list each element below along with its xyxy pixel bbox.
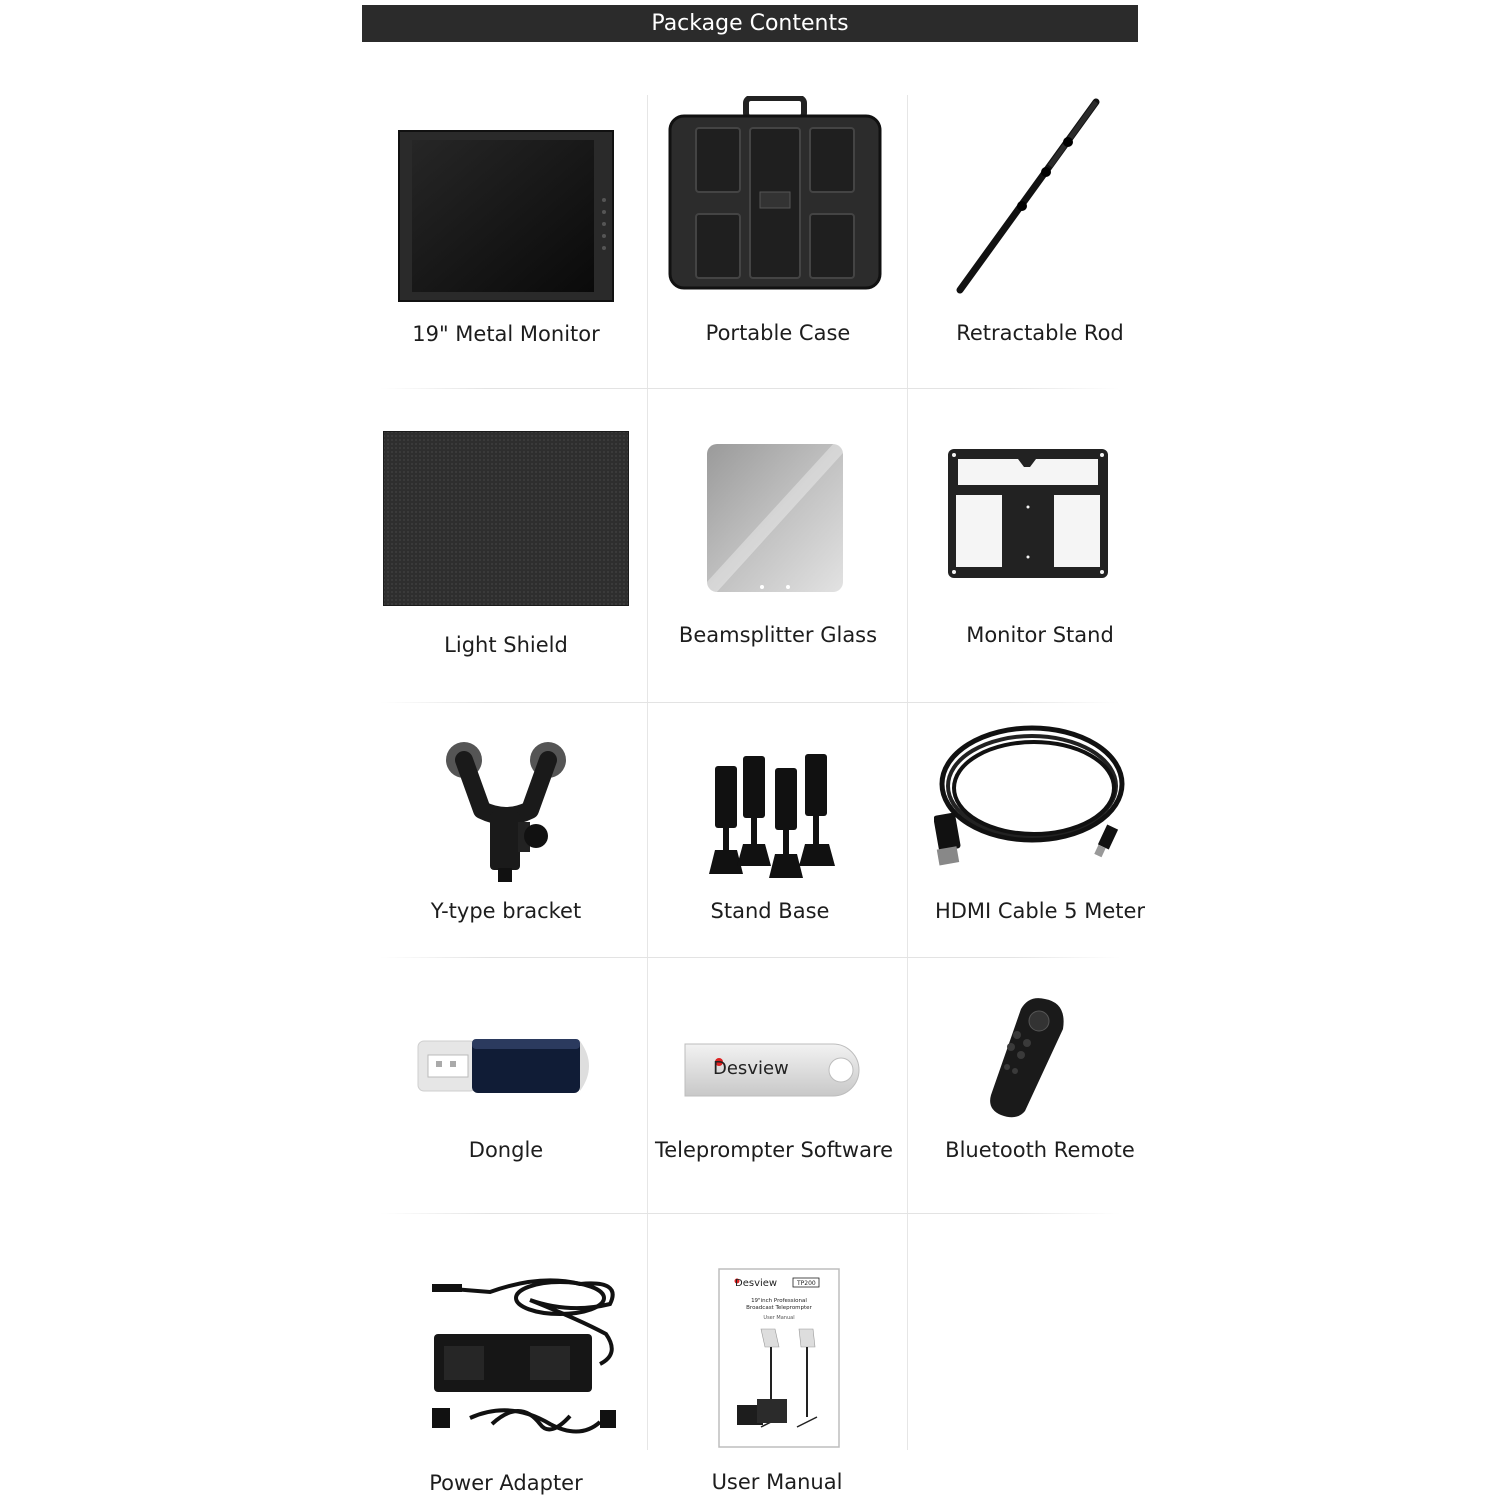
manual-title-line1: 19"inch Professional: [751, 1298, 807, 1304]
hdmi-cable-image: [934, 722, 1130, 872]
grid-divider: [647, 95, 648, 1450]
metal-monitor-image: [398, 130, 614, 302]
stand-base-image: [703, 752, 839, 880]
manual-brand-text: Desview: [735, 1278, 778, 1289]
item-label: Bluetooth Remote: [945, 1138, 1135, 1162]
item-label: Light Shield: [444, 633, 568, 657]
item-label: Dongle: [468, 1138, 544, 1162]
item-label: User Manual: [711, 1470, 843, 1494]
item-label: Y-type bracket: [430, 899, 582, 923]
grid-divider: [380, 957, 1120, 958]
item-label: Portable Case: [705, 321, 851, 345]
light-shield-image: [383, 431, 629, 606]
item-label: HDMI Cable 5 Meter: [934, 899, 1146, 923]
beamsplitter-glass-image: [706, 443, 844, 593]
item-label: Power Adapter: [429, 1471, 583, 1495]
grid-divider: [380, 702, 1120, 703]
manual-model-text: TP200: [797, 1280, 816, 1287]
grid-divider: [380, 388, 1120, 389]
item-label: Stand Base: [710, 899, 830, 923]
manual-title-line2: Broadcast Teleprompter: [746, 1305, 812, 1311]
item-label: Monitor Stand: [966, 623, 1114, 647]
usb-software-drive-image: [683, 1040, 869, 1098]
dongle-image: [416, 1035, 598, 1097]
item-label: 19" Metal Monitor: [412, 322, 600, 346]
portable-case-image: [666, 96, 884, 292]
item-label: Retractable Rod: [956, 321, 1124, 345]
user-manual-image: [717, 1267, 841, 1449]
item-label: Teleprompter Software: [654, 1138, 894, 1162]
page-title: Package Contents: [362, 5, 1138, 42]
grid-divider: [380, 1213, 1120, 1214]
retractable-rod-image: [950, 98, 1104, 296]
y-bracket-image: [442, 740, 570, 886]
grid-divider: [907, 95, 908, 1450]
usb-brand-text: Desview: [713, 1058, 789, 1079]
monitor-stand-image: [946, 447, 1110, 580]
bluetooth-remote-image: [985, 995, 1069, 1121]
item-label: Beamsplitter Glass: [678, 623, 878, 647]
manual-subtitle: User Manual: [763, 1315, 795, 1321]
power-adapter-image: [430, 1274, 622, 1446]
